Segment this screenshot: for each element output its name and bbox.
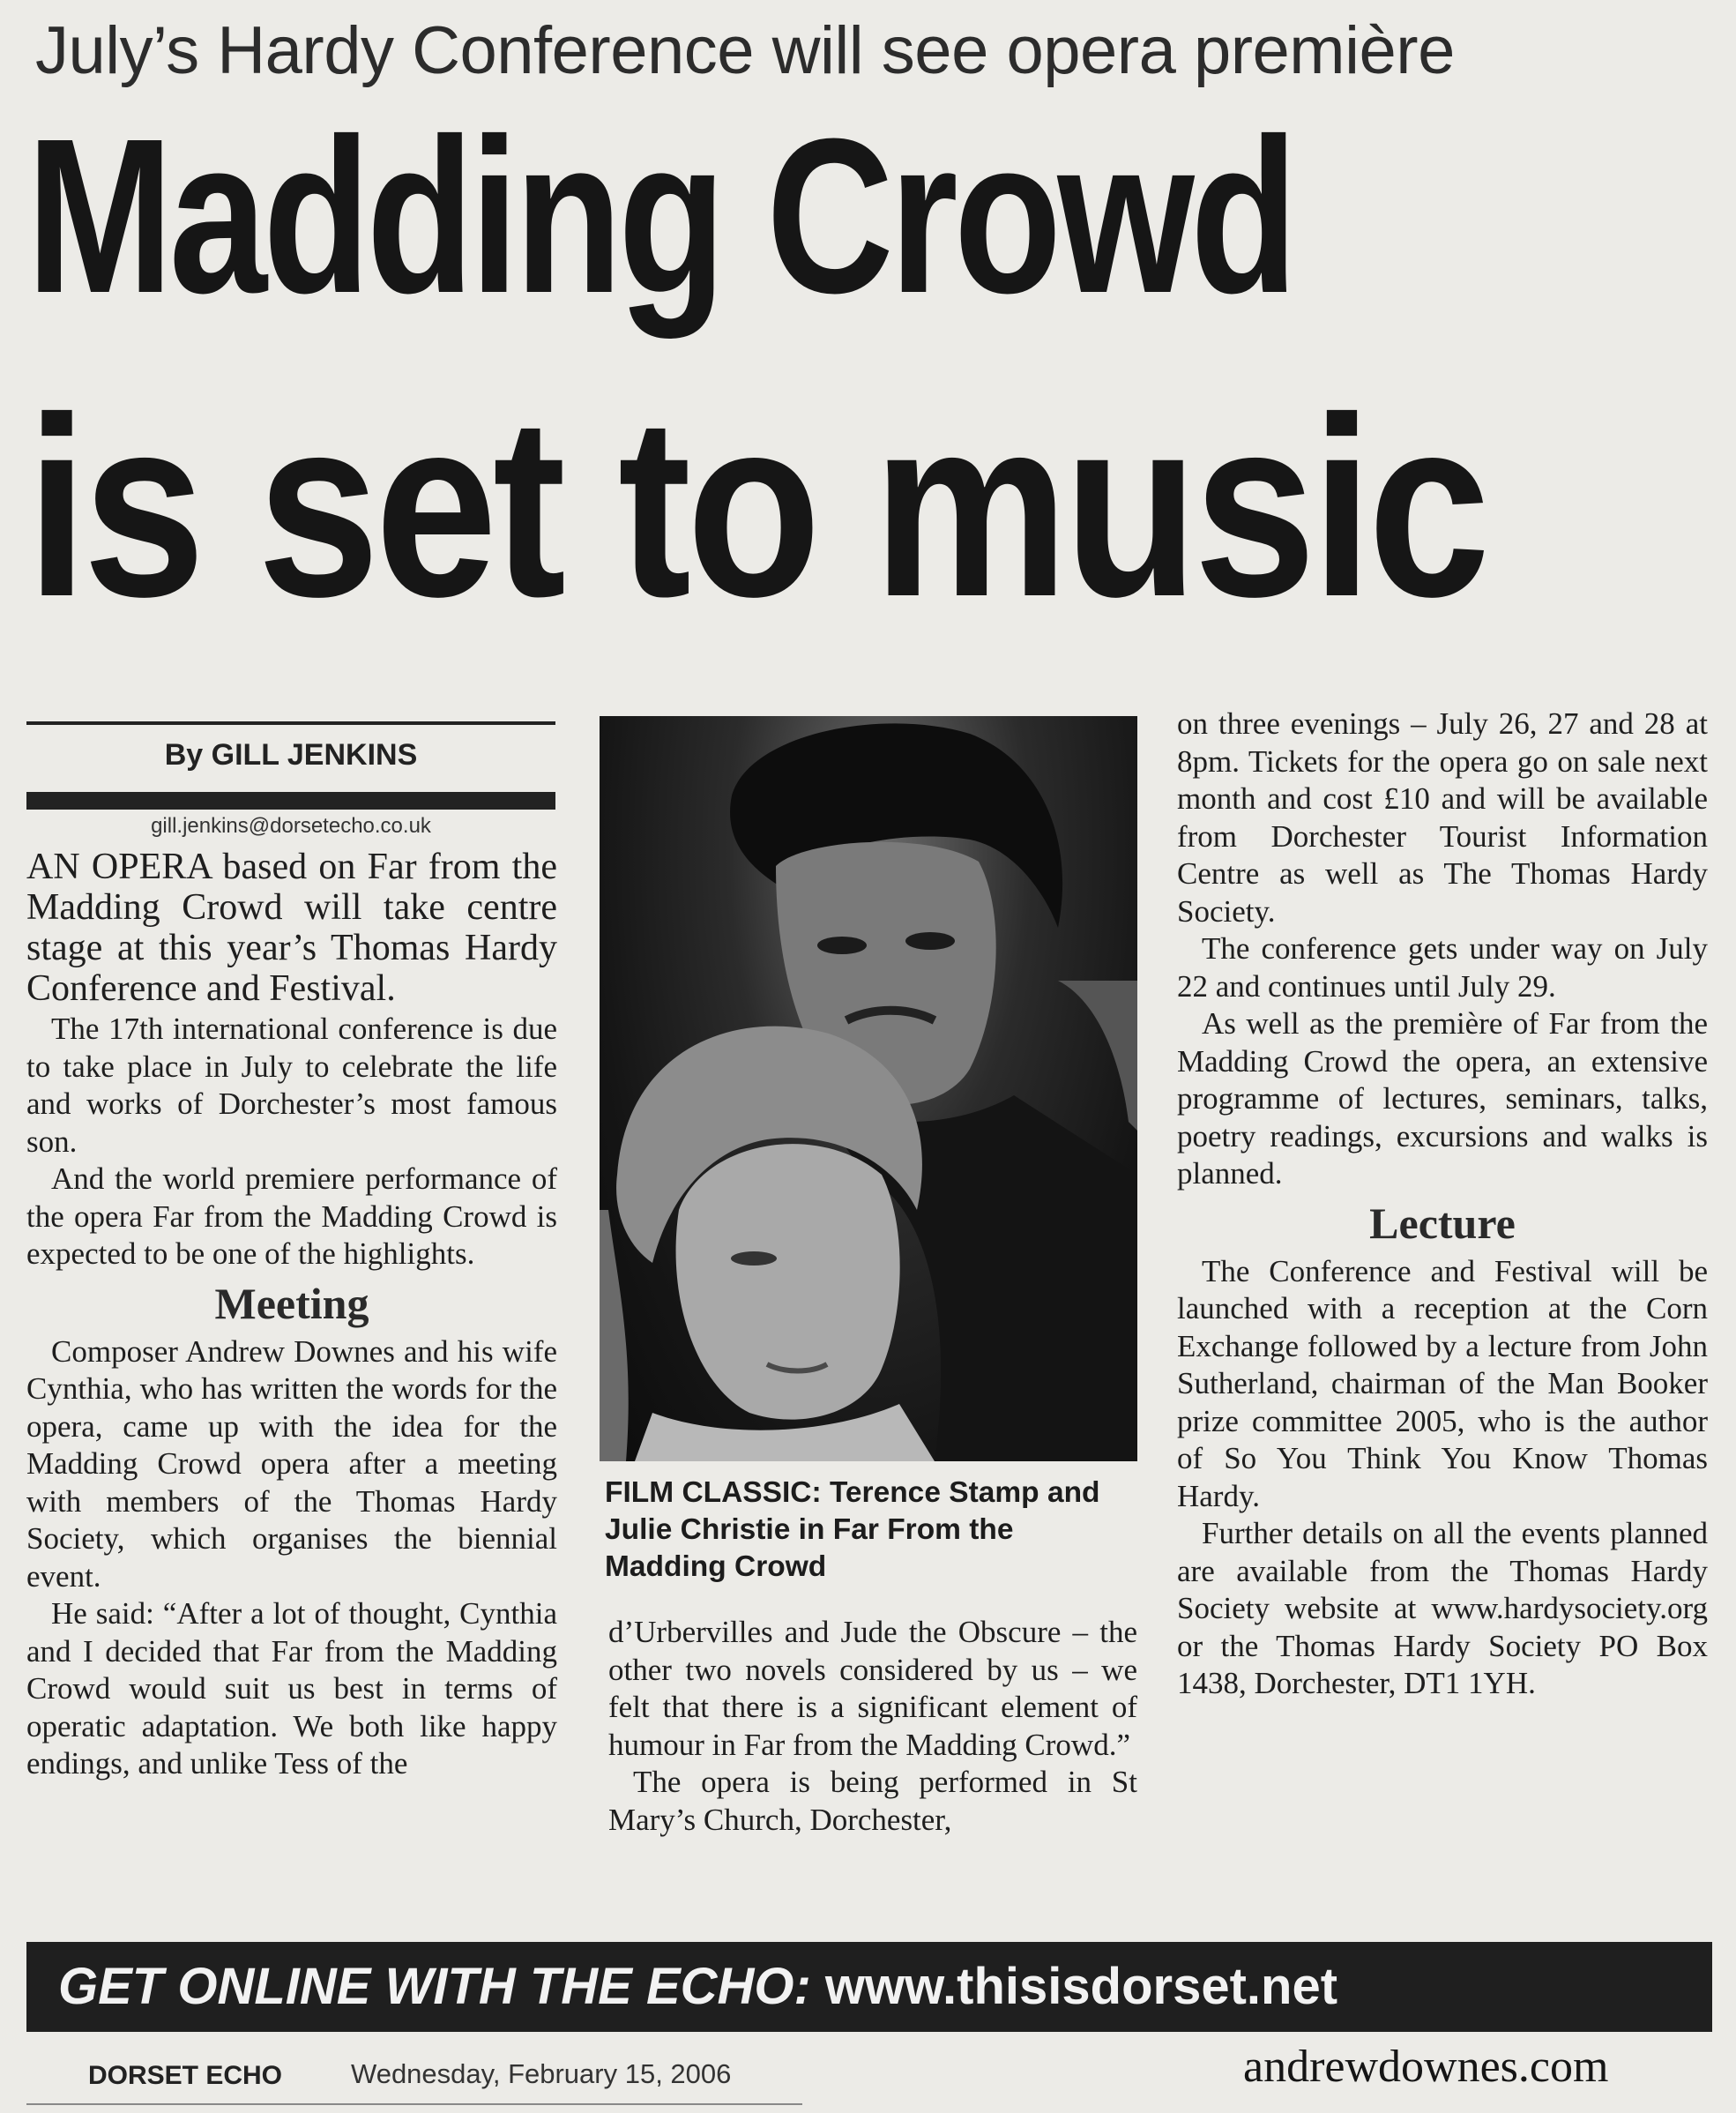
photo-caption: FILM CLASSIC: Terence Stamp and Julie Christie in Far From the Madding Crowd <box>605 1476 1100 1583</box>
article-column-2 <box>608 1614 1137 1839</box>
paragraph: The 17th international conference is due to take place in July to celebrate the life and works of Dorchester’s most famous son. <box>26 1012 557 1159</box>
paragraph: d’Urbervilles and Jude the Obscure – the other two novels considered by us – we felt that there is a significant element of humour in Far from the Madding Crowd.” <box>608 1615 1137 1762</box>
footer-rule <box>26 2103 802 2105</box>
article-column-1 <box>26 847 557 1783</box>
subhead-meeting: Meeting <box>214 1278 369 1328</box>
film-still-photo <box>600 716 1137 1461</box>
banner-label: GET ONLINE WITH THE ECHO: <box>58 1958 811 2015</box>
byline-rule-top <box>26 721 555 725</box>
headline-line-2: is set to music <box>26 364 1486 650</box>
paragraph: Further details on all the events planned are available from the Thomas Hardy Society website at www.hardysociety.org or the Thomas Hardy Society PO Box 1438, Dorchester, DT1 1YH. <box>1177 1516 1708 1700</box>
banner-url[interactable]: www.thisisdorset.net <box>824 1958 1338 2015</box>
promo-banner <box>26 1942 1712 2032</box>
author-email: gill.jenkins@dorsetecho.co.uk <box>151 814 431 838</box>
byline: By GILL JENKINS <box>164 738 418 772</box>
subhead-lecture: Lecture <box>1369 1198 1516 1248</box>
newspaper-name: DORSET ECHO <box>88 2061 283 2090</box>
paragraph: Composer Andrew Downes and his wife Cynthia, who has written the words for the opera, came up with the idea for the Madding Crowd opera after a meeting with members of the Thomas Hardy Society, which organises the biennial event. <box>26 1333 557 1594</box>
byline-rule-bottom <box>26 792 555 810</box>
article-column-3 <box>1177 706 1708 1703</box>
paragraph: The Conference and Festival will be launched with a reception at the Corn Exchange followed by a lecture from John Sutherland, chairman of the Man Booker prize committee 2005, who is the author of So You Think You Know Thomas Hardy. <box>1177 1253 1708 1513</box>
paragraph: He said: “After a lot of thought, Cynthia and I decided that Far from the Madding Crowd would suit us best in terms of operatic adaptation. We both like happy endings, and unlike Tess of the <box>26 1596 557 1781</box>
publication-date: Wednesday, February 15, 2006 <box>351 2058 732 2089</box>
headline-line-1: Madding Crowd <box>26 93 1294 339</box>
lead-paragraph: AN OPERA based on Far from the Madding Crowd will take centre stage at this year’s Thomas Hardy Conference and Festival. <box>26 847 557 1009</box>
paragraph: on three evenings – July 26, 27 and 28 at 8pm. Tickets for the opera go on sale next month and cost £10 and will be available from Dorchester Tourist Information Centre as well as The Thomas Hardy Society. <box>1177 706 1708 929</box>
photo-illustration <box>600 716 1137 1461</box>
paragraph: And the world premiere performance of the opera Far from the Madding Crowd is expected to be one of the highlights. <box>26 1161 557 1271</box>
paragraph: The opera is being performed in St Mary’s Church, Dorchester, <box>608 1765 1137 1837</box>
paragraph: The conference gets under way on July 22 and continues until July 29. <box>1177 931 1708 1004</box>
kicker: July’s Hardy Conference will see opera première <box>35 13 1455 88</box>
website-watermark: andrewdownes.com <box>1243 2042 1609 2092</box>
paragraph: As well as the première of Far from the Madding Crowd the opera, an extensive programme of lectures, seminars, talks, poetry readings, excursions and walks is planned. <box>1177 1006 1708 1191</box>
